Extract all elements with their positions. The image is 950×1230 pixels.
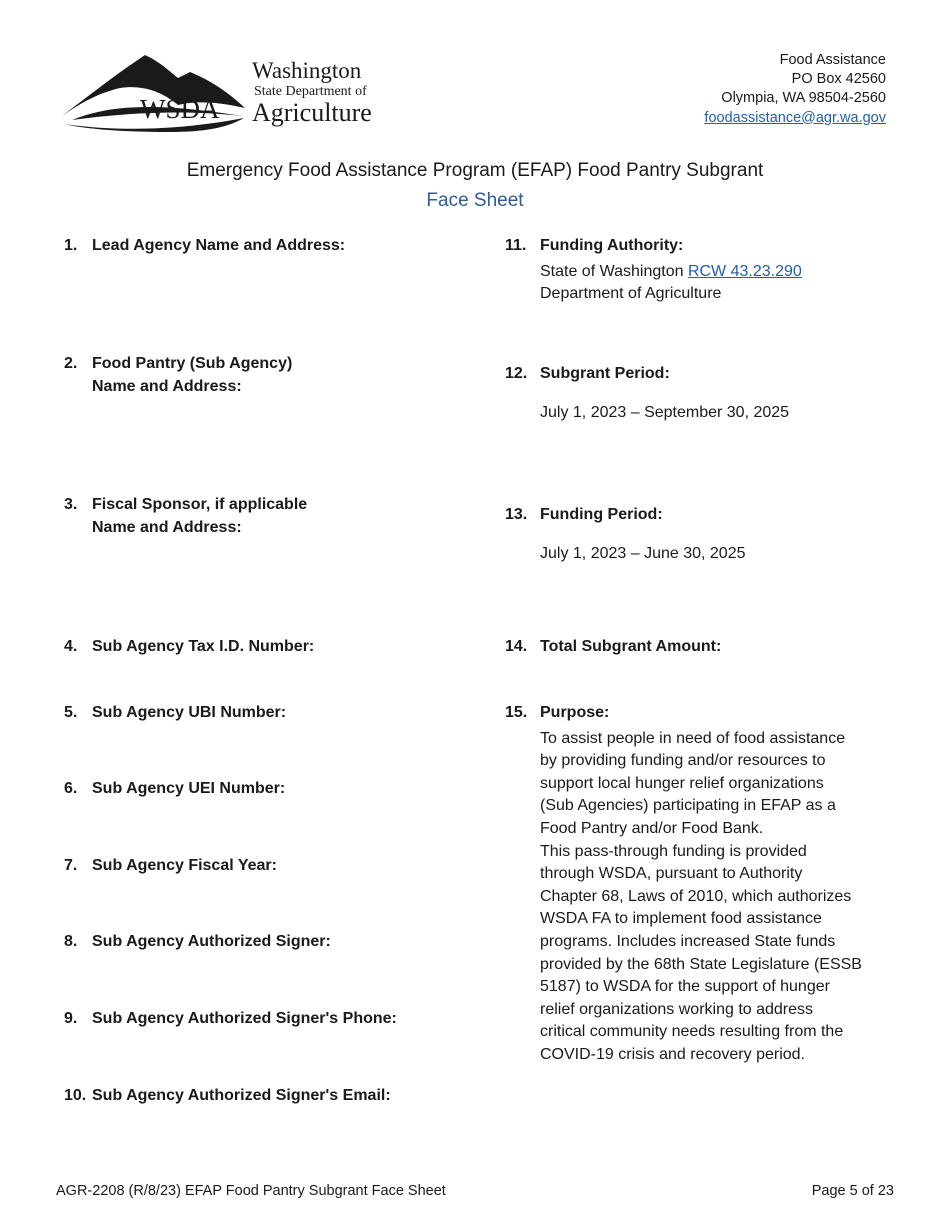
item-label: Food Pantry (Sub Agency) — [92, 355, 293, 372]
purpose-line: Food Pantry and/or Food Bank. — [540, 819, 764, 837]
item-label: Total Subgrant Amount: — [540, 638, 722, 655]
footer-page-number: Page 5 of 23 — [811, 1183, 894, 1199]
purpose-line: COVID-19 crisis and recovery period. — [540, 1045, 805, 1063]
wsda-logo — [60, 50, 380, 132]
item-label: Sub Agency Tax I.D. Number: — [92, 638, 315, 655]
funding-authority-line1 — [540, 261, 802, 284]
purpose-line: Chapter 68, Laws of 2010, which authorizes — [540, 887, 852, 905]
item-funding-authority — [505, 235, 802, 306]
purpose-line: support local hunger relief organizations — [540, 774, 824, 792]
item-number: 7. — [64, 857, 78, 874]
funding-authority-line2: Department of Agriculture — [540, 285, 722, 303]
email-link[interactable]: foodassistance@agr.wa.gov — [704, 109, 886, 126]
funding-authority-prefix: State of Washington — [540, 262, 688, 280]
item-uei-number — [64, 778, 285, 801]
item-label: Lead Agency Name and Address: — [92, 237, 346, 254]
rcw-link[interactable]: RCW 43.23.290 — [687, 262, 802, 280]
address-line-2: PO Box 42560 — [791, 71, 886, 88]
item-label: Sub Agency Authorized Signer: — [92, 933, 331, 950]
subgrant-period-value: July 1, 2023 – September 30, 2025 — [540, 403, 790, 421]
address-line-3: Olympia, WA 98504-2560 — [721, 90, 886, 107]
item-label: Purpose: — [540, 704, 610, 721]
item-tax-id — [64, 636, 314, 659]
item-label: Funding Period: — [540, 506, 663, 523]
document-subtitle: Face Sheet — [426, 190, 524, 211]
item-signer-phone — [64, 1008, 397, 1031]
item-number: 2. — [64, 355, 78, 372]
item-number: 15. — [505, 704, 528, 721]
purpose-line: WSDA FA to implement food assistance — [540, 910, 822, 928]
item-signer-email — [64, 1085, 391, 1108]
item-label: Subgrant Period: — [540, 365, 670, 382]
purpose-line: 5187) to WSDA for the support of hunger — [540, 978, 830, 996]
item-number: 12. — [505, 365, 528, 382]
item-number: 10. — [64, 1087, 87, 1104]
item-purpose — [505, 702, 862, 1067]
item-fiscal-year — [64, 855, 277, 878]
item-label: Fiscal Sponsor, if applicable — [92, 496, 308, 513]
purpose-line: This pass-through funding is provided — [540, 842, 807, 860]
address-line-1: Food Assistance — [779, 52, 886, 68]
item-ubi-number — [64, 702, 286, 725]
logo-wordmark — [252, 58, 372, 127]
item-label: Sub Agency Authorized Signer's Email: — [92, 1087, 391, 1104]
item-number: 11. — [505, 237, 527, 254]
item-authorized-signer — [64, 931, 331, 954]
purpose-line: provided by the 68th State Legislature (ESSB — [540, 955, 862, 973]
item-label-line2: Name and Address: — [92, 377, 242, 395]
item-number: 14. — [505, 638, 528, 655]
item-subgrant-period — [505, 363, 789, 424]
logo-line-washington: Washington — [252, 58, 362, 83]
purpose-line: relief organizations working to address — [540, 1000, 814, 1018]
item-total-amount — [505, 636, 721, 659]
purpose-line: (Sub Agencies) participating in EFAP as a — [540, 797, 836, 815]
item-lead-agency — [64, 235, 345, 258]
funding-period-value: July 1, 2023 – June 30, 2025 — [540, 544, 746, 562]
item-number: 9. — [64, 1010, 78, 1027]
logo-line-agriculture: Agriculture — [252, 98, 372, 127]
logo-line-state-dept: State Department of — [254, 84, 367, 99]
item-number: 13. — [505, 506, 528, 523]
item-number: 4. — [64, 638, 78, 655]
item-label: Sub Agency Authorized Signer's Phone: — [92, 1010, 397, 1027]
item-number: 3. — [64, 496, 78, 513]
item-label: Funding Authority: — [540, 237, 684, 254]
purpose-line: by providing funding and/or resources to — [540, 752, 826, 770]
item-food-pantry — [64, 353, 292, 398]
document-title: Emergency Food Assistance Program (EFAP) Food Pantry Subgrant — [186, 160, 764, 181]
item-label: Sub Agency UEI Number: — [92, 780, 286, 797]
logo-abbr: WSDA — [140, 94, 220, 124]
purpose-line: through WSDA, pursuant to Authority — [540, 865, 803, 883]
item-fiscal-sponsor — [64, 494, 307, 539]
footer-form-id: AGR-2208 (R/8/23) EFAP Food Pantry Subgrant Face Sheet — [56, 1183, 446, 1199]
item-funding-period — [505, 504, 746, 565]
item-number: 5. — [64, 704, 78, 721]
purpose-line: To assist people in need of food assistance — [540, 729, 846, 747]
item-label: Sub Agency Fiscal Year: — [92, 857, 277, 874]
purpose-line: critical community needs resulting from the — [540, 1023, 844, 1041]
purpose-line: programs. Includes increased State funds — [540, 932, 836, 950]
item-label-line2: Name and Address: — [92, 518, 242, 536]
item-label: Sub Agency UBI Number: — [92, 704, 287, 721]
item-number: 8. — [64, 933, 78, 950]
item-number: 6. — [64, 780, 78, 797]
address-block — [704, 51, 886, 128]
mountain-logo-icon — [60, 50, 250, 132]
item-number: 1. — [64, 237, 78, 254]
